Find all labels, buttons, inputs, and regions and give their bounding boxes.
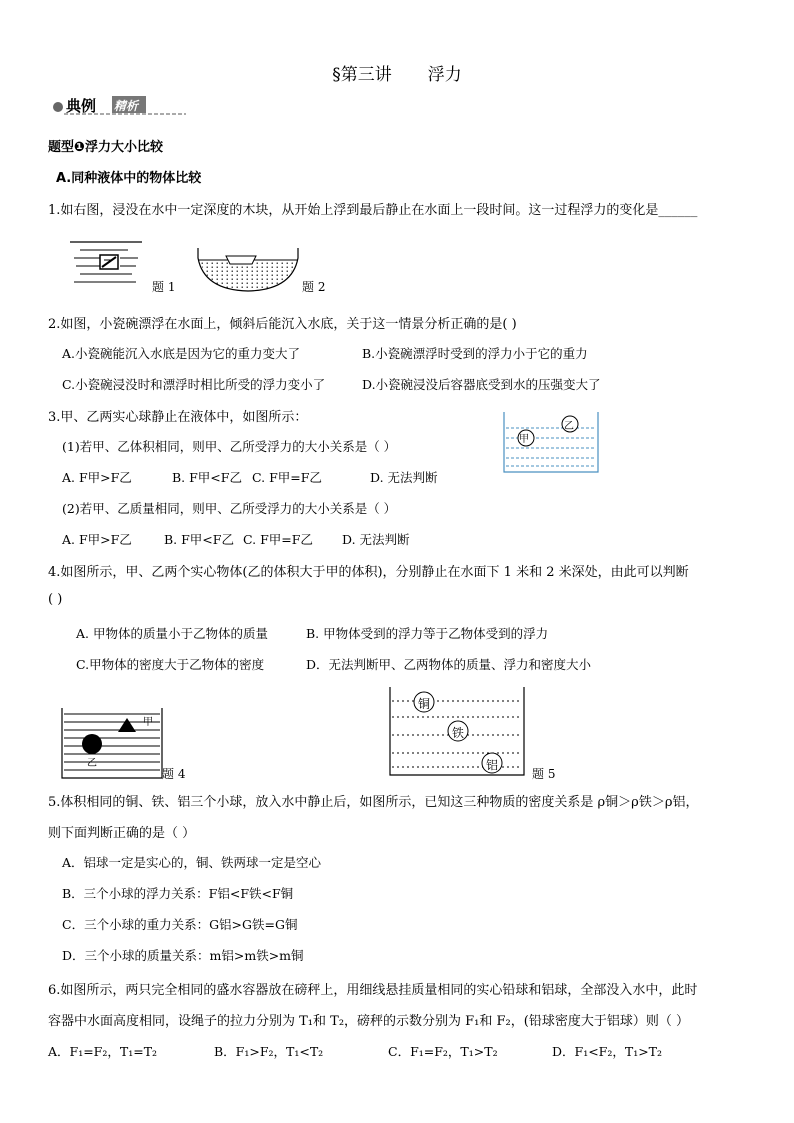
section-header-left: 典例 xyxy=(66,97,97,115)
q2-figure xyxy=(196,246,300,294)
q3-ball-yi-label: 乙 xyxy=(564,421,574,432)
q5-option-c: C．三个小球的重力关系：G铝>G铁=G铜 xyxy=(62,917,298,932)
q6-text: 6.如图所示，两只完全相同的盛水容器放在磅秤上，用细线悬挂质量相同的实心铅球和铝球，全部没入水中，此时 xyxy=(48,983,698,998)
q3-p2-option-b: B. F甲<F乙 xyxy=(164,532,234,547)
q1-figure xyxy=(66,238,146,290)
q4-yi-label: 乙 xyxy=(87,758,97,769)
q5-fig-label: 题 5 xyxy=(532,767,556,781)
q5-option-d: D．三个小球的质量关系：m铝>m铁>m铜 xyxy=(62,948,304,963)
q5-text: 5.体积相同的铜、铁、铝三个小球，放入水中静止后，如图所示，已知这三种物质的密度关系是 ρ铜＞ρ铁＞ρ铝， xyxy=(48,795,699,810)
subtopic-heading: A.同种液体中的物体比较 xyxy=(56,171,202,186)
q5-option-b: B．三个小球的浮力关系：F铝<F铁<F铜 xyxy=(62,886,294,901)
q1-fig-label: 题 1 xyxy=(152,280,176,294)
q4-option-a: A. 甲物体的质量小于乙物体的质量 xyxy=(76,626,268,641)
q4-option-d: D．无法判断甲、乙两物体的质量、浮力和密度大小 xyxy=(306,657,592,672)
q3-part1: (1)若甲、乙体积相同，则甲、乙所受浮力的大小关系是（ ） xyxy=(62,439,397,454)
q4-paren: ( ) xyxy=(48,592,63,607)
q5-ball-cu-label: 铜 xyxy=(418,697,431,711)
q4-option-b: B. 甲物体受到的浮力等于乙物体受到的浮力 xyxy=(306,626,549,641)
q6-option-d: D．F₁<F₂，T₁>T₂ xyxy=(552,1044,663,1059)
q3-p2-option-d: D. 无法判断 xyxy=(342,532,410,547)
section-header-right: 精析 xyxy=(114,99,139,113)
q6-option-c: C．F₁=F₂，T₁>T₂ xyxy=(388,1044,498,1059)
topic-heading: 题型❶浮力大小比较 xyxy=(48,140,164,155)
q4-fig-label: 题 4 xyxy=(162,767,186,781)
q2-text: 2.如图，小瓷碗漂浮在水面上，倾斜后能沉入水底，关于这一情景分析正确的是( ) xyxy=(48,317,517,332)
q3-figure xyxy=(500,410,602,476)
q4-option-c: C.甲物体的密度大于乙物体的密度 xyxy=(76,657,265,672)
title-symbol: §第三讲 xyxy=(332,65,392,85)
q3-p1-option-c: C. F甲=F乙 xyxy=(252,470,322,485)
q6-text-line2: 容器中水面高度相同，设绳子的拉力分别为 T₁和 T₂，磅秤的示数分别为 F₁和 F₂，(铅球密度大于铝球）则（ ） xyxy=(48,1014,689,1029)
q6-option-a: A．F₁=F₂，T₁=T₂ xyxy=(48,1044,158,1059)
q5-ball-fe-label: 铁 xyxy=(452,726,465,740)
q3-p1-option-b: B. F甲<F乙 xyxy=(172,470,242,485)
q3-p2-option-c: C. F甲=F乙 xyxy=(243,532,313,547)
q2-option-b: B.小瓷碗漂浮时受到的浮力小于它的重力 xyxy=(362,346,588,361)
q3-p2-option-a: A. F甲>F乙 xyxy=(62,532,132,547)
q2-option-c: C.小瓷碗浸没时和漂浮时相比所受的浮力变小了 xyxy=(62,377,326,392)
q3-ball-jia-label: 甲 xyxy=(519,434,529,445)
q6-option-b: B．F₁>F₂，T₁<T₂ xyxy=(214,1044,324,1059)
q5-text-line2: 则下面判断正确的是（ ） xyxy=(48,826,196,841)
q3-p1-option-a: A. F甲>F乙 xyxy=(62,470,132,485)
q2-option-d: D.小瓷碗浸没后容器底受到水的压强变大了 xyxy=(362,377,601,392)
q5-ball-al-label: 铝 xyxy=(486,758,499,772)
q3-text: 3.甲、乙两实心球静止在液体中，如图所示： xyxy=(48,410,308,425)
q3-part2: (2)若甲、乙质量相同，则甲、乙所受浮力的大小关系是（ ） xyxy=(62,501,397,516)
title-main: 浮力 xyxy=(427,65,462,85)
q2-option-a: A.小瓷碗能沉入水底是因为它的重力变大了 xyxy=(62,346,301,361)
q4-text: 4.如图所示，甲、乙两个实心物体(乙的体积大于甲的体积)，分别静止在水面下 1 米和 2 米深处，由此可以判断 xyxy=(48,565,689,580)
q2-fig-label: 题 2 xyxy=(302,280,326,294)
q3-p1-option-d: D. 无法判断 xyxy=(370,470,438,485)
q1-text: 1.如右图，浸没在水中一定深度的木块，从开始上浮到最后静止在水面上一段时间。这一过程浮力的变化是______ xyxy=(48,203,698,218)
q4-jia-label: 甲 xyxy=(143,717,153,728)
q5-option-a: A．铝球一定是实心的，铜、铁两球一定是空心 xyxy=(62,855,322,870)
page-title xyxy=(0,60,794,85)
